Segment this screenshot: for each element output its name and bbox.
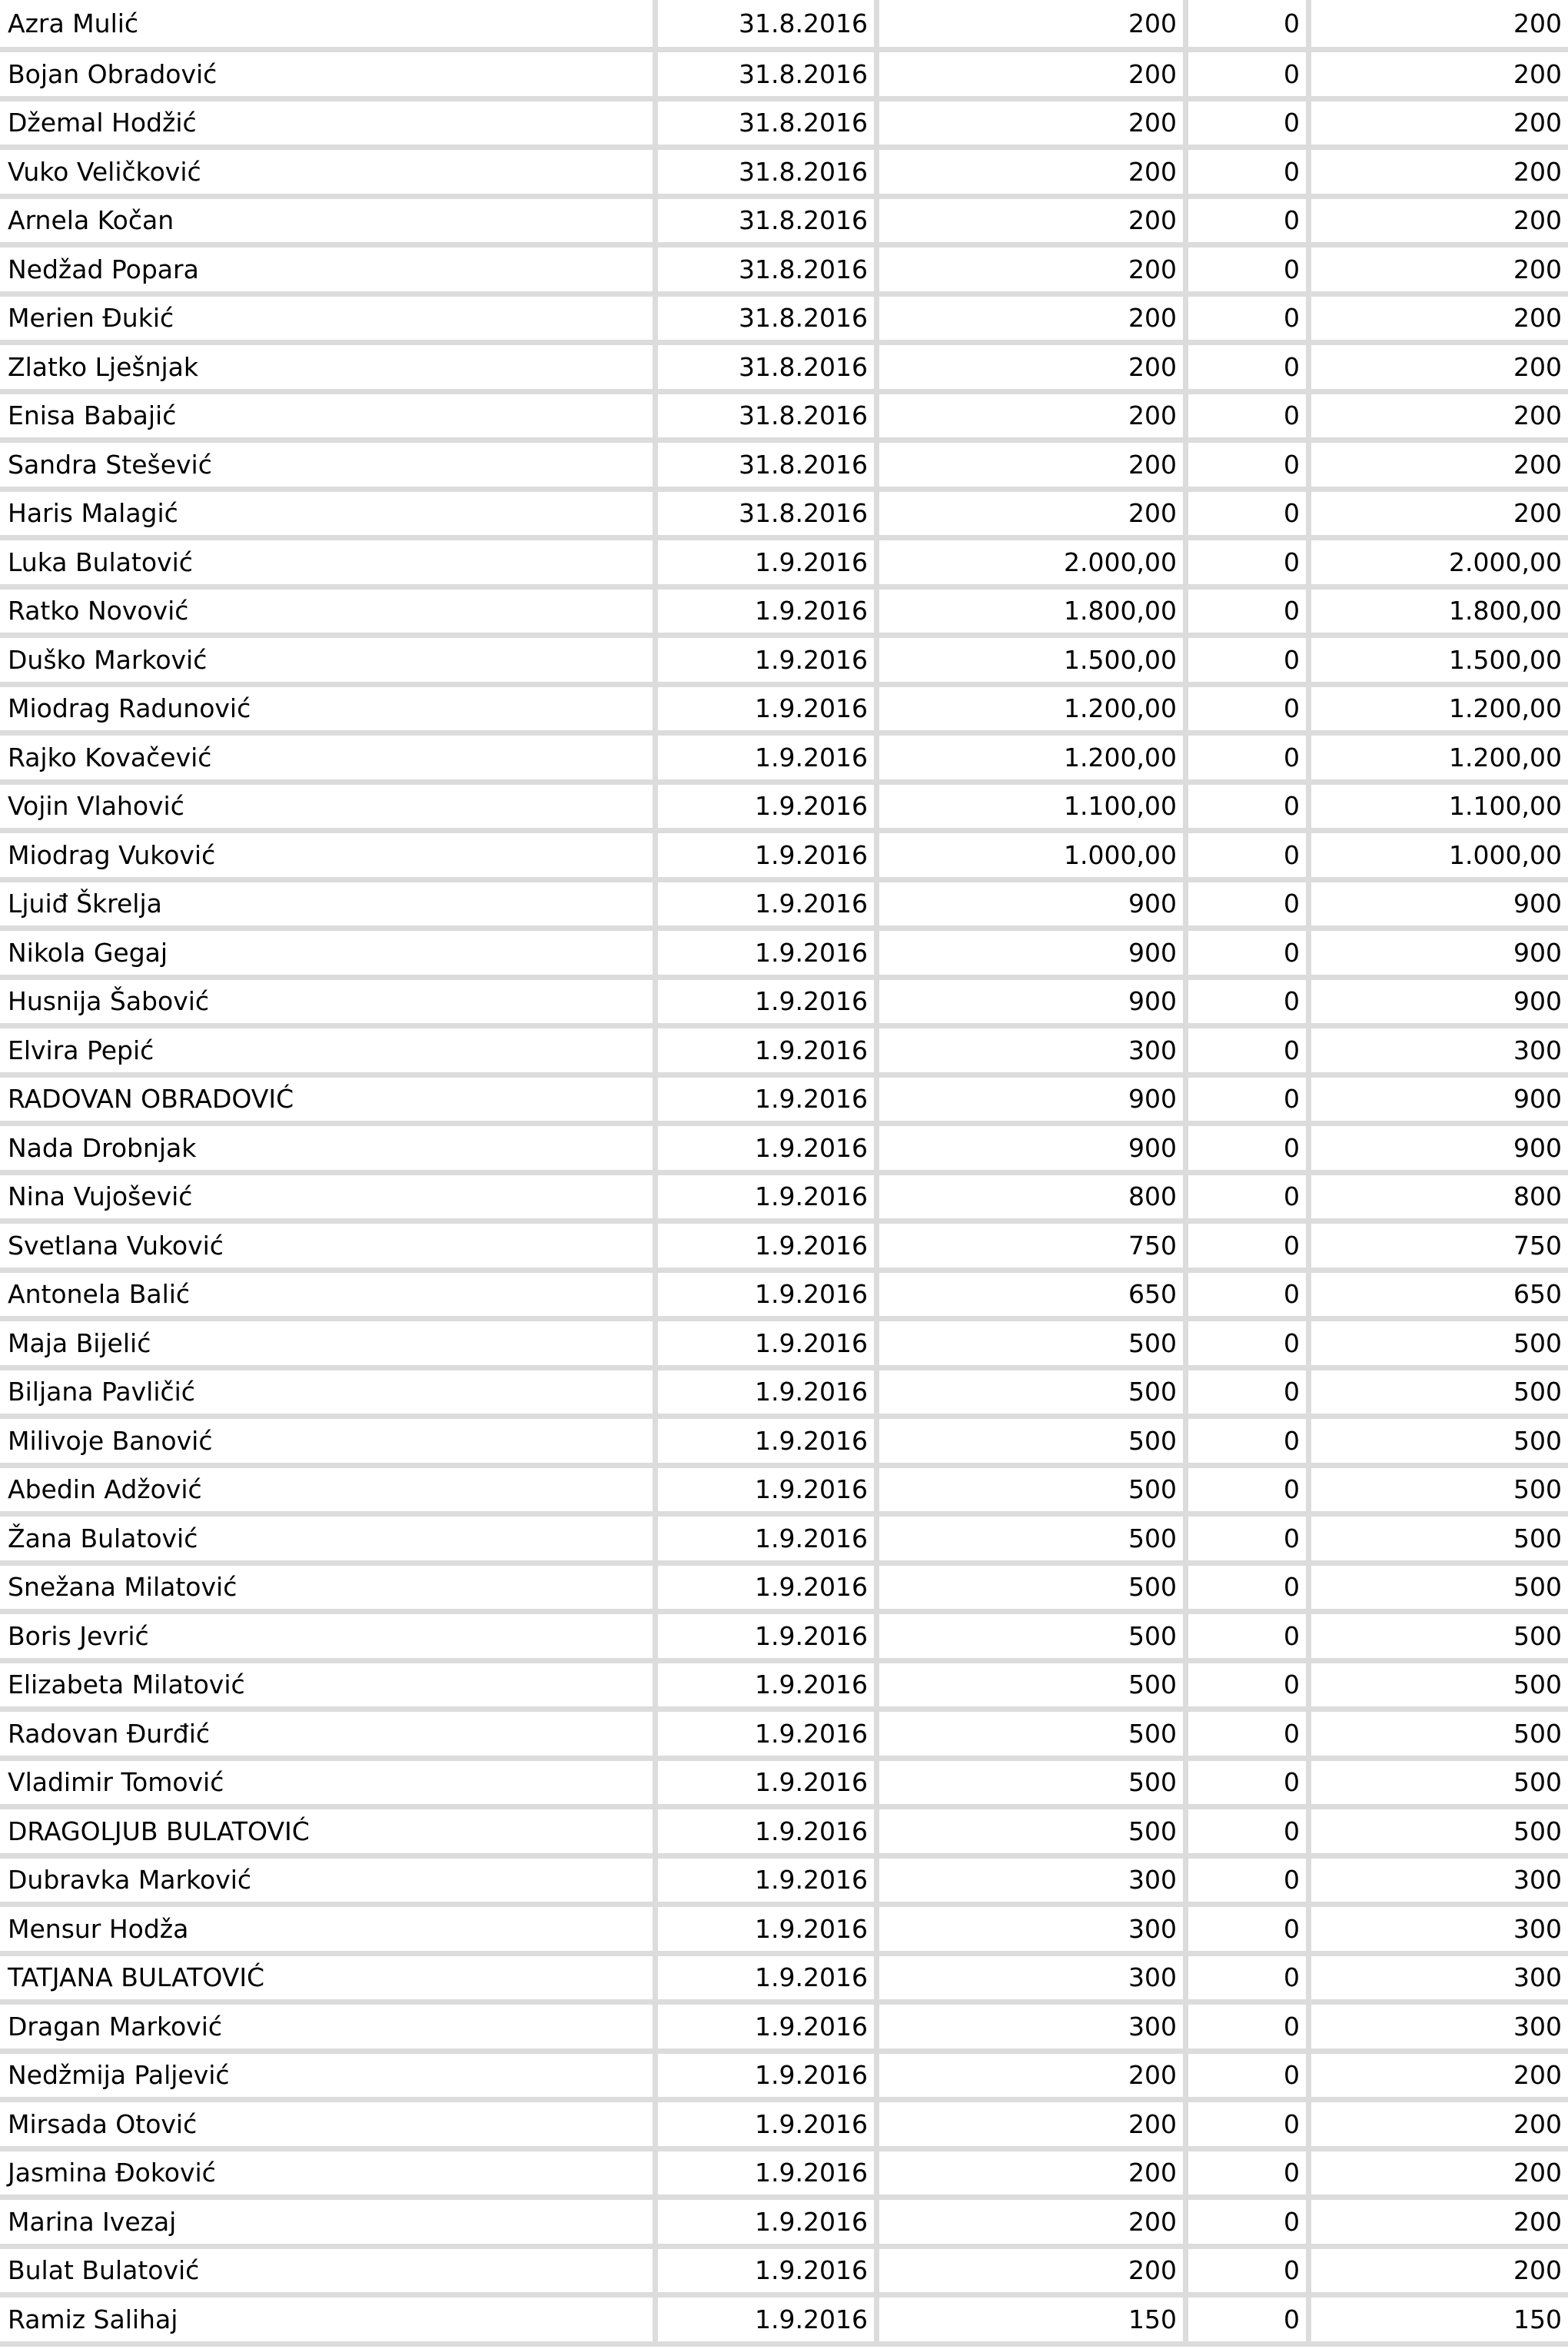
zero-cell: 0 xyxy=(1188,1321,1311,1371)
name-cell: TATJANA BULATOVIĆ xyxy=(0,1956,658,2005)
zero-cell: 0 xyxy=(1188,1419,1311,1468)
amount-cell: 1.200,00 xyxy=(879,736,1188,785)
date-cell: 1.9.2016 xyxy=(658,2200,879,2249)
total-cell: 300 xyxy=(1311,1028,1568,1078)
zero-cell: 0 xyxy=(1188,2298,1311,2347)
date-cell: 1.9.2016 xyxy=(658,1614,879,1663)
amount-cell: 800 xyxy=(879,1175,1188,1224)
name-cell: Ramiz Salihaj xyxy=(0,2298,658,2347)
table-row xyxy=(0,687,1568,736)
amount-cell: 500 xyxy=(879,1321,1188,1371)
amount-cell: 500 xyxy=(879,1371,1188,1420)
name-cell: Luka Bulatović xyxy=(0,540,658,590)
total-cell: 500 xyxy=(1311,1468,1568,1517)
amount-cell: 650 xyxy=(879,1273,1188,1322)
name-cell: Marina Ivezaj xyxy=(0,2200,658,2249)
zero-cell: 0 xyxy=(1188,1468,1311,1517)
zero-cell: 0 xyxy=(1188,492,1311,541)
table-row xyxy=(0,1859,1568,1908)
date-cell: 1.9.2016 xyxy=(658,1078,879,1127)
table-row xyxy=(0,590,1568,639)
table-row xyxy=(0,1321,1568,1371)
table-row xyxy=(0,1419,1568,1468)
total-cell: 1.100,00 xyxy=(1311,785,1568,834)
total-cell: 500 xyxy=(1311,1614,1568,1663)
amount-cell: 200 xyxy=(879,150,1188,199)
date-cell: 1.9.2016 xyxy=(658,2054,879,2103)
name-cell: Bulat Bulatović xyxy=(0,2249,658,2298)
date-cell: 1.9.2016 xyxy=(658,736,879,785)
total-cell: 900 xyxy=(1311,1078,1568,1127)
table-row xyxy=(0,638,1568,687)
zero-cell: 0 xyxy=(1188,2200,1311,2249)
table-row xyxy=(0,2005,1568,2054)
date-cell: 1.9.2016 xyxy=(658,1175,879,1224)
date-cell: 31.8.2016 xyxy=(658,297,879,346)
date-cell: 1.9.2016 xyxy=(658,1224,879,1273)
name-cell: Enisa Babajić xyxy=(0,394,658,444)
total-cell: 500 xyxy=(1311,1321,1568,1371)
table-row xyxy=(0,1712,1568,1761)
date-cell: 1.9.2016 xyxy=(658,1371,879,1420)
zero-cell: 0 xyxy=(1188,2005,1311,2054)
total-cell: 200 xyxy=(1311,297,1568,346)
date-cell: 1.9.2016 xyxy=(658,1468,879,1517)
total-cell: 200 xyxy=(1311,2249,1568,2298)
name-cell: Nina Vujošević xyxy=(0,1175,658,1224)
total-cell: 200 xyxy=(1311,394,1568,444)
table-row xyxy=(0,980,1568,1029)
table-row xyxy=(0,2249,1568,2298)
amount-cell: 500 xyxy=(879,1419,1188,1468)
zero-cell: 0 xyxy=(1188,2102,1311,2151)
table-row xyxy=(0,1224,1568,1273)
zero-cell: 0 xyxy=(1188,1028,1311,1078)
total-cell: 200 xyxy=(1311,2200,1568,2249)
total-cell: 500 xyxy=(1311,1566,1568,1615)
table-row xyxy=(0,2054,1568,2103)
amount-cell: 500 xyxy=(879,1566,1188,1615)
zero-cell: 0 xyxy=(1188,345,1311,394)
date-cell: 1.9.2016 xyxy=(658,882,879,932)
table-row xyxy=(0,1907,1568,1956)
amount-cell: 500 xyxy=(879,1517,1188,1566)
total-cell: 650 xyxy=(1311,1273,1568,1322)
zero-cell: 0 xyxy=(1188,1517,1311,1566)
amount-cell: 200 xyxy=(879,2054,1188,2103)
name-cell: Milivoje Banović xyxy=(0,1419,658,1468)
total-cell: 200 xyxy=(1311,52,1568,101)
zero-cell: 0 xyxy=(1188,297,1311,346)
zero-cell: 0 xyxy=(1188,1078,1311,1127)
table-row xyxy=(0,1761,1568,1810)
amount-cell: 200 xyxy=(879,52,1188,101)
table-row xyxy=(0,785,1568,834)
table-row xyxy=(0,394,1568,444)
table-row xyxy=(0,2151,1568,2201)
amount-cell: 200 xyxy=(879,345,1188,394)
name-cell: Nada Drobnjak xyxy=(0,1126,658,1175)
table-row xyxy=(0,1371,1568,1420)
amount-cell: 900 xyxy=(879,931,1188,980)
date-cell: 1.9.2016 xyxy=(658,1712,879,1761)
zero-cell: 0 xyxy=(1188,1175,1311,1224)
date-cell: 1.9.2016 xyxy=(658,2249,879,2298)
zero-cell: 0 xyxy=(1188,2054,1311,2103)
date-cell: 1.9.2016 xyxy=(658,1517,879,1566)
name-cell: Duško Marković xyxy=(0,638,658,687)
date-cell: 1.9.2016 xyxy=(658,1907,879,1956)
total-cell: 500 xyxy=(1311,1371,1568,1420)
total-cell: 800 xyxy=(1311,1175,1568,1224)
name-cell: Ratko Novović xyxy=(0,590,658,639)
date-cell: 31.8.2016 xyxy=(658,394,879,444)
amount-cell: 1.100,00 xyxy=(879,785,1188,834)
name-cell: Žana Bulatović xyxy=(0,1517,658,1566)
date-cell: 1.9.2016 xyxy=(658,1321,879,1371)
name-cell: Radovan Đurđić xyxy=(0,1712,658,1761)
table-row xyxy=(0,736,1568,785)
name-cell: Elizabeta Milatović xyxy=(0,1663,658,1713)
zero-cell: 0 xyxy=(1188,1907,1311,1956)
date-cell: 1.9.2016 xyxy=(658,1956,879,2005)
date-cell: 1.9.2016 xyxy=(658,1419,879,1468)
total-cell: 900 xyxy=(1311,980,1568,1029)
name-cell: Rajko Kovačević xyxy=(0,736,658,785)
total-cell: 500 xyxy=(1311,1663,1568,1713)
name-cell: Vojin Vlahović xyxy=(0,785,658,834)
date-cell: 31.8.2016 xyxy=(658,492,879,541)
zero-cell: 0 xyxy=(1188,1224,1311,1273)
table-row xyxy=(0,833,1568,882)
date-cell: 31.8.2016 xyxy=(658,248,879,297)
date-cell: 31.8.2016 xyxy=(658,345,879,394)
amount-cell: 900 xyxy=(879,1078,1188,1127)
zero-cell: 0 xyxy=(1188,1761,1311,1810)
zero-cell: 0 xyxy=(1188,101,1311,151)
zero-cell: 0 xyxy=(1188,1126,1311,1175)
zero-cell: 0 xyxy=(1188,931,1311,980)
date-cell: 1.9.2016 xyxy=(658,1761,879,1810)
date-cell: 1.9.2016 xyxy=(658,980,879,1029)
zero-cell: 0 xyxy=(1188,394,1311,444)
zero-cell: 0 xyxy=(1188,540,1311,590)
amount-cell: 500 xyxy=(879,1663,1188,1713)
total-cell: 500 xyxy=(1311,1517,1568,1566)
table-row xyxy=(0,1273,1568,1322)
name-cell: Abedin Adžović xyxy=(0,1468,658,1517)
date-cell: 1.9.2016 xyxy=(658,1859,879,1908)
amount-cell: 1.800,00 xyxy=(879,590,1188,639)
zero-cell: 0 xyxy=(1188,1956,1311,2005)
table-row xyxy=(0,1028,1568,1078)
total-cell: 200 xyxy=(1311,199,1568,248)
total-cell: 200 xyxy=(1311,2054,1568,2103)
date-cell: 31.8.2016 xyxy=(658,443,879,492)
table-row xyxy=(0,492,1568,541)
date-cell: 1.9.2016 xyxy=(658,1809,879,1859)
zero-cell: 0 xyxy=(1188,2151,1311,2201)
name-cell: Snežana Milatović xyxy=(0,1566,658,1615)
amount-cell: 300 xyxy=(879,2005,1188,2054)
amount-cell: 200 xyxy=(879,101,1188,151)
zero-cell: 0 xyxy=(1188,2249,1311,2298)
table-row xyxy=(0,150,1568,199)
amount-cell: 500 xyxy=(879,1761,1188,1810)
name-cell: Maja Bijelić xyxy=(0,1321,658,1371)
date-cell: 1.9.2016 xyxy=(658,785,879,834)
table-row xyxy=(0,931,1568,980)
total-cell: 300 xyxy=(1311,2005,1568,2054)
date-cell: 1.9.2016 xyxy=(658,931,879,980)
name-cell: Vladimir Tomović xyxy=(0,1761,658,1810)
amount-cell: 300 xyxy=(879,1859,1188,1908)
zero-cell: 0 xyxy=(1188,687,1311,736)
total-cell: 1.800,00 xyxy=(1311,590,1568,639)
zero-cell: 0 xyxy=(1188,199,1311,248)
name-cell: Nikola Gegaj xyxy=(0,931,658,980)
table-row xyxy=(0,297,1568,346)
table-row xyxy=(0,1809,1568,1859)
total-cell: 200 xyxy=(1311,150,1568,199)
table-row xyxy=(0,248,1568,297)
name-cell: Vuko Veličković xyxy=(0,150,658,199)
total-cell: 2.000,00 xyxy=(1311,540,1568,590)
total-cell: 200 xyxy=(1311,248,1568,297)
total-cell: 200 xyxy=(1311,0,1568,52)
amount-cell: 750 xyxy=(879,1224,1188,1273)
zero-cell: 0 xyxy=(1188,980,1311,1029)
table-row xyxy=(0,1175,1568,1224)
zero-cell: 0 xyxy=(1188,1273,1311,1322)
total-cell: 900 xyxy=(1311,931,1568,980)
amount-cell: 150 xyxy=(879,2298,1188,2347)
name-cell: Nedžmija Paljević xyxy=(0,2054,658,2103)
name-cell: Mensur Hodža xyxy=(0,1907,658,1956)
total-cell: 300 xyxy=(1311,1859,1568,1908)
total-cell: 1.000,00 xyxy=(1311,833,1568,882)
table-row xyxy=(0,101,1568,151)
total-cell: 500 xyxy=(1311,1809,1568,1859)
amount-cell: 200 xyxy=(879,2249,1188,2298)
name-cell: Haris Malagić xyxy=(0,492,658,541)
name-cell: RADOVAN OBRADOVIĆ xyxy=(0,1078,658,1127)
amount-cell: 200 xyxy=(879,443,1188,492)
name-cell: Boris Jevrić xyxy=(0,1614,658,1663)
date-cell: 1.9.2016 xyxy=(658,833,879,882)
table-row xyxy=(0,1517,1568,1566)
table-row xyxy=(0,0,1568,52)
total-cell: 200 xyxy=(1311,492,1568,541)
name-cell: Jasmina Đoković xyxy=(0,2151,658,2201)
amount-cell: 200 xyxy=(879,297,1188,346)
amount-cell: 500 xyxy=(879,1809,1188,1859)
date-cell: 31.8.2016 xyxy=(658,150,879,199)
zero-cell: 0 xyxy=(1188,443,1311,492)
table-row xyxy=(0,1956,1568,2005)
table-row xyxy=(0,1614,1568,1663)
zero-cell: 0 xyxy=(1188,1614,1311,1663)
date-cell: 1.9.2016 xyxy=(658,638,879,687)
name-cell: Miodrag Radunović xyxy=(0,687,658,736)
name-cell: Antonela Balić xyxy=(0,1273,658,1322)
date-cell: 31.8.2016 xyxy=(658,199,879,248)
name-cell: Miodrag Vuković xyxy=(0,833,658,882)
name-cell: Bojan Obradović xyxy=(0,52,658,101)
table-row xyxy=(0,345,1568,394)
amount-cell: 2.000,00 xyxy=(879,540,1188,590)
amount-cell: 200 xyxy=(879,394,1188,444)
date-cell: 1.9.2016 xyxy=(658,1126,879,1175)
zero-cell: 0 xyxy=(1188,1712,1311,1761)
name-cell: Merien Đukić xyxy=(0,297,658,346)
table-row xyxy=(0,882,1568,932)
table-row xyxy=(0,2298,1568,2347)
amount-cell: 200 xyxy=(879,2151,1188,2201)
table-row xyxy=(0,199,1568,248)
amount-cell: 500 xyxy=(879,1712,1188,1761)
total-cell: 500 xyxy=(1311,1761,1568,1810)
amount-cell: 300 xyxy=(879,1028,1188,1078)
table-row xyxy=(0,2102,1568,2151)
name-cell: Svetlana Vuković xyxy=(0,1224,658,1273)
date-cell: 31.8.2016 xyxy=(658,101,879,151)
zero-cell: 0 xyxy=(1188,248,1311,297)
zero-cell: 0 xyxy=(1188,785,1311,834)
name-cell: Džemal Hodžić xyxy=(0,101,658,151)
amount-cell: 200 xyxy=(879,492,1188,541)
total-cell: 1.200,00 xyxy=(1311,736,1568,785)
zero-cell: 0 xyxy=(1188,1859,1311,1908)
name-cell: DRAGOLJUB BULATOVIĆ xyxy=(0,1809,658,1859)
table-row xyxy=(0,1468,1568,1517)
total-cell: 200 xyxy=(1311,2102,1568,2151)
amount-cell: 1.500,00 xyxy=(879,638,1188,687)
table-row xyxy=(0,1078,1568,1127)
zero-cell: 0 xyxy=(1188,52,1311,101)
total-cell: 500 xyxy=(1311,1712,1568,1761)
date-cell: 1.9.2016 xyxy=(658,2298,879,2347)
date-cell: 1.9.2016 xyxy=(658,540,879,590)
table-row xyxy=(0,443,1568,492)
name-cell: Arnela Kočan xyxy=(0,199,658,248)
total-cell: 300 xyxy=(1311,1956,1568,2005)
name-cell: Elvira Pepić xyxy=(0,1028,658,1078)
amount-cell: 500 xyxy=(879,1468,1188,1517)
zero-cell: 0 xyxy=(1188,638,1311,687)
date-cell: 1.9.2016 xyxy=(658,2005,879,2054)
total-cell: 750 xyxy=(1311,1224,1568,1273)
amount-cell: 900 xyxy=(879,1126,1188,1175)
zero-cell: 0 xyxy=(1188,882,1311,932)
date-cell: 1.9.2016 xyxy=(658,590,879,639)
amount-cell: 200 xyxy=(879,0,1188,52)
amount-cell: 200 xyxy=(879,2200,1188,2249)
date-cell: 1.9.2016 xyxy=(658,1273,879,1322)
name-cell: Dragan Marković xyxy=(0,2005,658,2054)
table-row xyxy=(0,1663,1568,1713)
zero-cell: 0 xyxy=(1188,150,1311,199)
zero-cell: 0 xyxy=(1188,833,1311,882)
amount-cell: 200 xyxy=(879,2102,1188,2151)
zero-cell: 0 xyxy=(1188,0,1311,52)
amount-cell: 300 xyxy=(879,1907,1188,1956)
amount-cell: 900 xyxy=(879,980,1188,1029)
date-cell: 31.8.2016 xyxy=(658,0,879,52)
total-cell: 150 xyxy=(1311,2298,1568,2347)
total-cell: 200 xyxy=(1311,101,1568,151)
amount-cell: 200 xyxy=(879,199,1188,248)
amount-cell: 500 xyxy=(879,1614,1188,1663)
total-cell: 900 xyxy=(1311,882,1568,932)
date-cell: 31.8.2016 xyxy=(658,52,879,101)
zero-cell: 0 xyxy=(1188,1566,1311,1615)
zero-cell: 0 xyxy=(1188,590,1311,639)
total-cell: 1.500,00 xyxy=(1311,638,1568,687)
date-cell: 1.9.2016 xyxy=(658,1028,879,1078)
name-cell: Dubravka Marković xyxy=(0,1859,658,1908)
date-cell: 1.9.2016 xyxy=(658,1663,879,1713)
table-row xyxy=(0,1566,1568,1615)
name-cell: Zlatko Lješnjak xyxy=(0,345,658,394)
total-cell: 200 xyxy=(1311,345,1568,394)
name-cell: Mirsada Otović xyxy=(0,2102,658,2151)
amount-cell: 1.000,00 xyxy=(879,833,1188,882)
name-cell: Biljana Pavličić xyxy=(0,1371,658,1420)
date-cell: 1.9.2016 xyxy=(658,687,879,736)
table-row xyxy=(0,2200,1568,2249)
date-cell: 1.9.2016 xyxy=(658,1566,879,1615)
name-cell: Azra Mulić xyxy=(0,0,658,52)
table-row xyxy=(0,52,1568,101)
total-cell: 500 xyxy=(1311,1419,1568,1468)
total-cell: 900 xyxy=(1311,1126,1568,1175)
total-cell: 200 xyxy=(1311,2151,1568,2201)
date-cell: 1.9.2016 xyxy=(658,2151,879,2201)
amount-cell: 1.200,00 xyxy=(879,687,1188,736)
name-cell: Ljuiđ Škrelja xyxy=(0,882,658,932)
amount-cell: 200 xyxy=(879,248,1188,297)
table-row xyxy=(0,1126,1568,1175)
name-cell: Sandra Stešević xyxy=(0,443,658,492)
amount-cell: 900 xyxy=(879,882,1188,932)
zero-cell: 0 xyxy=(1188,736,1311,785)
total-cell: 200 xyxy=(1311,443,1568,492)
zero-cell: 0 xyxy=(1188,1809,1311,1859)
zero-cell: 0 xyxy=(1188,1663,1311,1713)
zero-cell: 0 xyxy=(1188,1371,1311,1420)
amount-cell: 300 xyxy=(879,1956,1188,2005)
table-row xyxy=(0,540,1568,590)
name-cell: Nedžad Popara xyxy=(0,248,658,297)
date-cell: 1.9.2016 xyxy=(658,2102,879,2151)
name-cell: Husnija Šabović xyxy=(0,980,658,1029)
total-cell: 300 xyxy=(1311,1907,1568,1956)
total-cell: 1.200,00 xyxy=(1311,687,1568,736)
